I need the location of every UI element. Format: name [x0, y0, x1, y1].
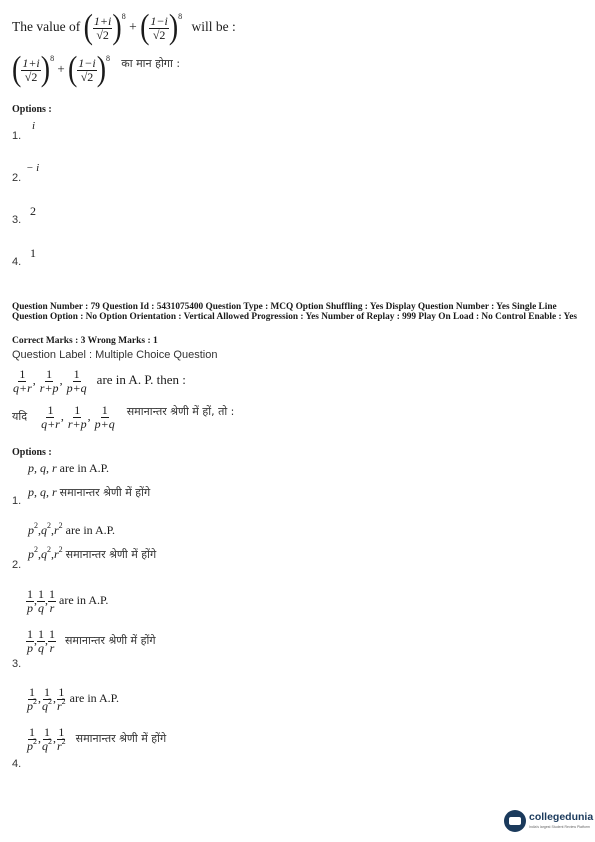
logo-name: collegedunia: [529, 811, 594, 823]
q1-hindi-suffix: का मान होगा :: [121, 57, 181, 70]
fraction: $\frac{1-i}{√2}$: [78, 55, 96, 84]
option-number: 1.: [12, 130, 22, 142]
fraction: $\frac{1-i}{√2}$: [150, 13, 168, 42]
fraction: $\frac{1}{p+q}$: [94, 403, 115, 431]
open-paren: (: [140, 8, 150, 47]
q1-suffix: will be :: [191, 19, 236, 35]
fraction: $\frac{1}{q+r}$: [41, 403, 60, 431]
option-number: 4.: [12, 256, 22, 268]
q1-options-label: Options :: [12, 104, 52, 115]
fraction: $\frac{1}{r}$: [49, 587, 55, 615]
fraction: $\frac{1}{r^2}$: [57, 685, 66, 713]
option-number: 4.: [12, 758, 22, 770]
q1-prefix: The value of: [12, 19, 81, 35]
question-label: Question Label : Multiple Choice Question: [12, 349, 218, 361]
fraction: $\frac{1}{p}$: [27, 587, 33, 615]
fraction: $\frac{1}{q+r}$: [13, 367, 32, 395]
q2-option-1[interactable]: [12, 461, 312, 509]
fraction: $\frac{1}{r+p}$: [39, 367, 59, 395]
q1-option-2[interactable]: [12, 162, 92, 186]
q2-option-3[interactable]: [12, 588, 312, 672]
question-meta: Question Number : 79 Question Id : 5431075400 Question Type : MCQ Option Shuffling : Yes Display Question Number : Yes Single Line Question Option : No Option Orientation : Vertical Allowed Progression : Yes Number of Replay : 999 Play On Load : No Control Enable : Yes: [12, 302, 577, 322]
fraction: $\frac{1}{r+p}$: [67, 403, 87, 431]
option-hindi: $\frac{1}{p^2}$ , $\frac{1}{q^2}$ , $\frac{1}{r^2}$ समानान्तर श्रेणी में होंगे: [27, 725, 167, 753]
option-hindi: p, q, r समानान्तर श्रेणी में होंगे: [28, 485, 151, 499]
q2-options-label: Options :: [12, 447, 52, 458]
q2-option-2[interactable]: [12, 523, 312, 573]
close-paren: ): [112, 8, 122, 47]
q1-option-3[interactable]: [12, 204, 92, 228]
close-paren: ): [168, 8, 179, 47]
option-number: 3.: [12, 214, 22, 226]
fraction: $\frac{1}{q^2}$: [42, 725, 52, 753]
option-value: − i: [26, 162, 40, 174]
fraction: $\frac{1}{p^2}$: [27, 685, 37, 713]
option-hindi: $\frac{1}{p}$ , $\frac{1}{q}$ , $\frac{1}{r}$ समानान्तर श्रेणी में होंगे: [27, 627, 156, 655]
q1-english-line: The value of ( $\frac{1+i}{√2}$ )$^8$ + ( $\frac{1-i}{√2}$ )$^8$ will be :: [12, 8, 236, 47]
fraction: $\frac{1+i}{√2}$: [22, 55, 40, 84]
open-paren: (: [83, 8, 93, 47]
marks-line: Correct Marks : 3 Wrong Marks : 1: [12, 336, 158, 346]
fraction: $\frac{1}{p+q}$: [66, 367, 87, 395]
q1-option-4[interactable]: [12, 246, 92, 270]
q2-suffix: are in A. P. then :: [96, 371, 186, 387]
option-number: 1.: [12, 495, 22, 507]
fraction: $\frac{1+i}{√2}$: [93, 13, 112, 42]
option-value: 1: [30, 246, 36, 260]
graduation-cap-icon: [504, 810, 526, 832]
q1-option-1[interactable]: [12, 120, 92, 144]
fraction: $\frac{1}{q}$: [38, 587, 44, 615]
fraction: $\frac{1}{p}$: [27, 627, 33, 655]
fraction: $\frac{1}{r}$: [49, 627, 55, 655]
fraction: $\frac{1}{q^2}$: [42, 685, 52, 713]
fraction: $\frac{1}{p^2}$: [27, 725, 37, 753]
fraction: $\frac{1}{q}$: [38, 627, 44, 655]
q2-english-line: $\frac{1}{q+r}$ , $\frac{1}{r+p}$ , $\frac{1}{p+q}$ are in A. P. then :: [13, 367, 186, 395]
collegedunia-logo: [504, 808, 592, 834]
option-number: 3.: [12, 658, 22, 670]
option-number: 2.: [12, 559, 22, 571]
q2-hindi-line: यदि $\frac{1}{q+r}$ , $\frac{1}{r+p}$ , $\frac{1}{p+q}$ समानान्तर श्रेणी में हों, तो :: [12, 403, 235, 431]
option-english: p, q, r are in A.P.: [28, 461, 110, 475]
option-hindi: $p^2,q^2,r^2$ समानान्तर श्रेणी में होंगे: [28, 545, 157, 561]
option-number: 2.: [12, 172, 22, 184]
fraction: $\frac{1}{r^2}$: [57, 725, 66, 753]
logo-tagline: India's largest Student Review Platform: [529, 825, 590, 829]
q1-hindi-line: ( $\frac{1+i}{√2}$ )$^8$ + ( $\frac{1-i}{√2}$ )$^8$ $^{का मान होगा :}$: [12, 50, 181, 89]
q2-option-4[interactable]: [12, 686, 312, 772]
option-english: $p^2,q^2,r^2$ are in A.P.: [28, 521, 116, 537]
option-english: $\frac{1}{p^2}$ , $\frac{1}{q^2}$ , $\frac{1}{r^2}$ are in A.P.: [27, 685, 120, 713]
option-english: $\frac{1}{p}$ , $\frac{1}{q}$ , $\frac{1}{r}$ are in A.P.: [27, 587, 109, 615]
option-value: 2: [30, 204, 36, 218]
option-value: i: [32, 120, 36, 132]
